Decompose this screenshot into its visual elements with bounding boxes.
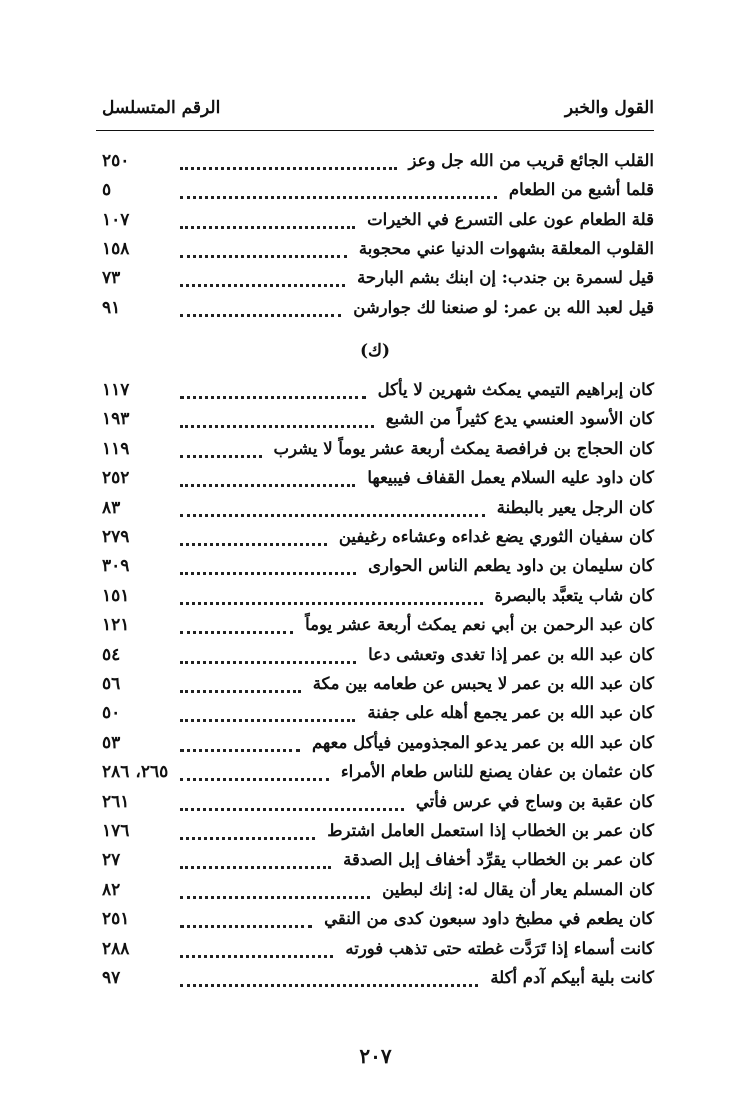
entry-text: كان عبد الله بن عمر إذا تغدى وتعشى دعا <box>368 644 654 664</box>
entry-number: ٩٧ <box>102 968 121 988</box>
dot-leader <box>180 254 345 287</box>
entry-number: ٥٣ <box>102 732 121 753</box>
entry-number: ٢٥٠ <box>102 151 130 171</box>
dot-leader <box>180 166 497 199</box>
dot-leader <box>180 807 315 840</box>
table-header <box>96 96 654 131</box>
entry-number: ١١٧ <box>102 380 130 400</box>
entry-text: كان عثمان بن عفان يصنع للناس طعام الأمراء <box>340 762 654 782</box>
dot-leader <box>180 954 478 987</box>
entry-text: قلما أشبع من الطعام <box>508 180 654 200</box>
dot-leader <box>180 284 341 317</box>
entry-number: ٢٥١ <box>102 909 130 930</box>
entry-text: كان عبد الرحمن بن أبي نعم يمكث أربعة عشر يوماً <box>305 615 654 635</box>
dot-leader <box>180 719 300 752</box>
dot-leader <box>180 631 356 664</box>
entry-text: قيل لسمرة بن جندب: إن ابنك بشم البارحة <box>357 268 654 288</box>
entry-text: كان عمر بن الخطاب يقرِّد أخفاف إبل الصدقة <box>343 850 654 870</box>
entry-text: كان عبد الله بن عمر يجمع أهله على جفنة <box>367 703 654 723</box>
list-item <box>96 963 654 993</box>
dot-leader <box>180 513 327 546</box>
dot-leader <box>180 425 262 458</box>
entry-number: ١٧٦ <box>102 821 130 841</box>
entry-text: قلة الطعام عون على التسرع في الخيرات <box>367 209 654 229</box>
dot-leader <box>180 748 329 781</box>
entry-text: كانت أسماء إذا تَرَدَّت غطته حتى تذهب فورته <box>345 938 654 958</box>
dot-leader <box>180 366 366 399</box>
list-item <box>96 293 654 323</box>
entry-text: كان إبراهيم التيمي يمكث شهرين لا يأكل <box>377 380 654 399</box>
dot-leader <box>180 689 355 722</box>
dot-leader <box>180 572 483 605</box>
dot-leader <box>180 196 355 229</box>
entry-text: كان المسلم يعار أن يقال له: إنك لبطين <box>382 879 654 899</box>
entry-number: ٩١ <box>102 297 121 318</box>
entry-number: ٥٦ <box>102 674 121 694</box>
dot-leader <box>180 395 374 428</box>
dot-leader <box>180 484 485 517</box>
page-number: ٢٠٧ <box>359 1044 392 1068</box>
entry-number: ٨٣ <box>102 497 121 518</box>
entry-text: كان يطعم في مطبخ داود سبعون كدى من النقي <box>324 909 654 929</box>
section-letter-heading: (ك) <box>359 341 391 361</box>
entry-number: ٢٧٩ <box>102 527 130 547</box>
entry-text: كانت بلية أبيكم آدم أكلة <box>490 968 654 987</box>
entry-text: كان عبد الله بن عمر لا يحبس عن طعامه بين مكة <box>312 674 654 693</box>
dot-leader <box>180 866 370 899</box>
header-number-label: الرقم المتسلسل <box>102 98 221 118</box>
dot-leader <box>180 925 333 958</box>
entry-text: كان الرجل يعير بالبطنة <box>496 497 654 517</box>
entry-text: قيل لعبد الله بن عمر: لو صنعنا لك جوارشن <box>353 297 654 317</box>
dot-leader <box>180 836 331 869</box>
entry-text: كان سليمان بن داود يطعم الناس الحوارى <box>368 556 654 576</box>
entry-text: كان شاب يتعبَّد بالبصرة <box>494 585 654 605</box>
dot-leader <box>180 225 347 258</box>
entry-number: ٥٠ <box>102 703 121 724</box>
entry-text: القلب الجائع قريب من الله جل وعز <box>408 151 654 170</box>
entry-number: ١٢١ <box>102 615 130 636</box>
entry-text: كان الأسود العنسي يدع كثيراً من الشبع <box>385 409 654 429</box>
entry-number: ١٥١ <box>102 585 130 606</box>
entry-number: ٨٢ <box>102 879 121 900</box>
entry-number: ٥٤ <box>102 644 121 665</box>
entry-number: ٢٨٨ <box>102 938 130 959</box>
dot-leader <box>180 137 397 170</box>
entry-text: كان سفيان الثوري يضع غداءه وعشاءه رغيفين <box>338 527 654 546</box>
entry-number: ٢٦١ <box>102 791 130 812</box>
entry-number: ٥ <box>102 180 112 201</box>
entry-number: ٢٦٥، ٢٨٦ <box>102 762 169 783</box>
dot-leader <box>180 660 301 693</box>
entry-text: كان عبد الله بن عمر يدعو المجذومين فيأكل معهم <box>311 732 654 752</box>
entry-number: ٢٥٢ <box>102 468 130 489</box>
entry-number: ١١٩ <box>102 438 130 459</box>
entry-number: ٧٣ <box>102 268 121 289</box>
entry-text: كان الحجاج بن فرافصة يمكث أربعة عشر يوماً لا يشرب <box>273 438 654 458</box>
entry-number: ١٩٣ <box>102 409 130 430</box>
header-saying-label: القول والخبر <box>564 98 654 118</box>
entry-text: القلوب المعلقة بشهوات الدنيا عني محجوبة <box>358 238 654 258</box>
dot-leader <box>180 454 355 487</box>
dot-leader <box>180 542 356 575</box>
entry-text: كان داود عليه السلام يعمل القفاف فيبيعها <box>367 468 654 488</box>
entry-number: ٢٧ <box>102 850 121 871</box>
dot-leader <box>180 601 293 634</box>
dot-leader <box>180 895 312 928</box>
entry-text: كان عمر بن الخطاب إذا استعمل العامل اشترط <box>327 821 654 840</box>
entry-text: كان عقبة بن وساج في عرس فأتي <box>415 791 654 811</box>
entry-number: ١٥٨ <box>102 238 130 259</box>
entry-number: ٣٠٩ <box>102 556 130 577</box>
dot-leader <box>180 778 404 811</box>
entry-number: ١٠٧ <box>102 209 130 230</box>
